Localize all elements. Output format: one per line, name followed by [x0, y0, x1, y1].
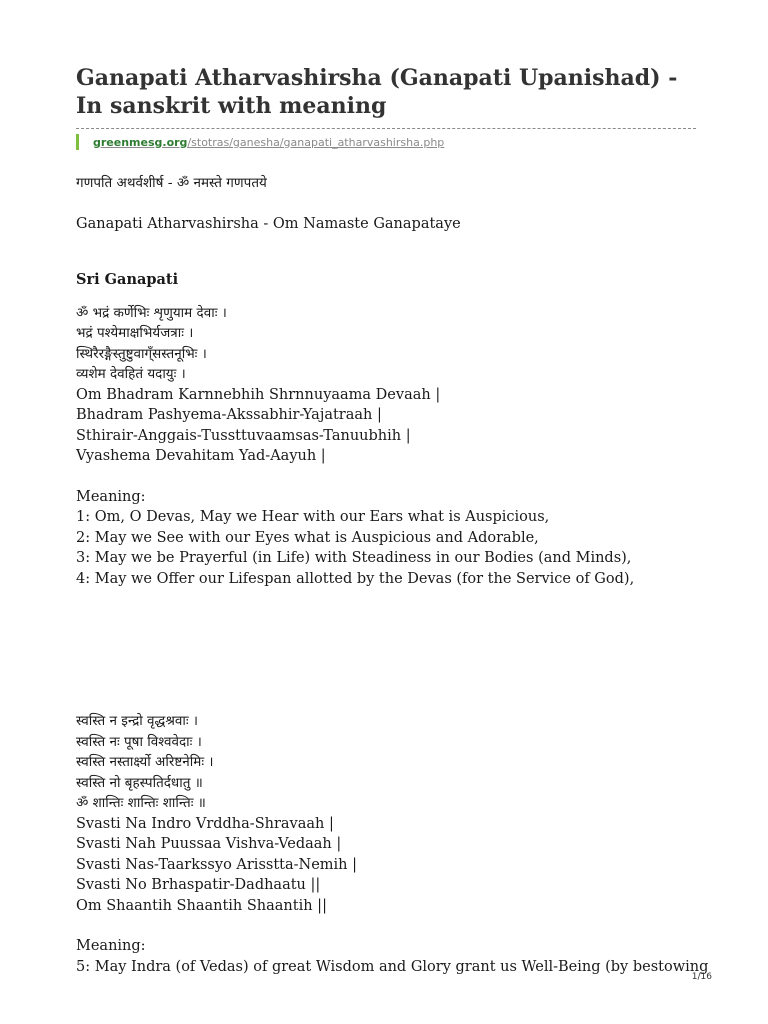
subtitle-english: Ganapati Atharvashirsha - Om Namaste Ganapataye: [76, 215, 461, 232]
page-title: Ganapati Atharvashirsha (Ganapati Upanishad) - In sanskrit with meaning: [76, 65, 678, 119]
subtitle-devanagari: गणपति अथर्वशीर्ष - ॐ नमस्ते गणपतये: [76, 175, 267, 191]
sanskrit-line: स्वस्ति नस्तार्क्ष्यो अरिष्टनेमिः ।: [76, 754, 214, 770]
sanskrit-line: व्यशेम देवहितं यदायुः ।: [76, 366, 186, 382]
sanskrit-line: भद्रं पश्येमाक्षभिर्यजत्राः ।: [76, 325, 194, 341]
transliteration-line: Svasti Nas-Taarkssyo Arisstta-Nemih |: [76, 856, 358, 873]
meaning-line: 3: May we be Prayerful (in Life) with Steadiness in our Bodies (and Minds),: [76, 550, 632, 566]
verse1-sanskrit: [76, 303, 706, 385]
transliteration-line: Svasti Nah Puussaa Vishva-Vedaah |: [76, 836, 342, 852]
verse1-meaning: [76, 487, 706, 590]
source-domain: greenmesg.org: [93, 135, 188, 149]
sanskrit-line: स्वस्ति नो बृहस्पतिर्दधातु ॥: [76, 774, 203, 791]
verse2-sanskrit: [76, 711, 706, 814]
sanskrit-line: ॐ शान्तिः शान्तिः शान्तिः ॥: [76, 795, 206, 811]
meaning-line: 5: May Indra (of Vedas) of great Wisdom and Glory grant us Well-Being (by bestowing: [76, 958, 709, 975]
transliteration-line: Om Bhadram Karnnebhih Shrnnuyaama Devaah |: [76, 386, 441, 403]
meaning-label: Meaning:: [76, 488, 146, 505]
source-link[interactable]: [93, 136, 444, 149]
source-marker: [76, 134, 79, 150]
meaning-line: 2: May we See with our Eyes what is Auspicious and Adorable,: [76, 529, 539, 546]
sanskrit-line: स्वस्ति नः पूषा विश्ववेदाः ।: [76, 733, 202, 750]
meaning-line: 1: Om, O Devas, May we Hear with our Ears what is Auspicious,: [76, 509, 550, 525]
source-link-row: [76, 133, 706, 151]
transliteration-line: Sthirair-Anggais-Tussttuvaamsas-Tanuubhih |: [76, 427, 411, 444]
transliteration-line: Om Shaantih Shaantih Shaantih ||: [76, 897, 327, 914]
section-heading: Sri Ganapati: [76, 271, 179, 288]
page-number: 1/16: [691, 972, 712, 982]
title-divider: [76, 128, 696, 129]
sanskrit-line: स्वस्ति न इन्द्रो वृद्धश्रवाः ।: [76, 713, 199, 729]
document-page: [76, 64, 709, 977]
verse2-meaning: [76, 936, 709, 977]
verse1-transliteration: [76, 385, 706, 467]
meaning-label: Meaning:: [76, 938, 146, 954]
source-path: /stotras/ganesha/ganapati_atharvashirsha.php: [187, 135, 445, 149]
transliteration-line: Bhadram Pashyema-Akssabhir-Yajatraah |: [76, 407, 382, 423]
transliteration-line: Vyashema Devahitam Yad-Aayuh |: [76, 448, 326, 464]
transliteration-line: Svasti No Brhaspatir-Dadhaatu ||: [76, 877, 321, 893]
verse2-transliteration: [76, 814, 706, 917]
meaning-line: 4: May we Offer our Lifespan allotted by the Devas (for the Service of God),: [76, 570, 635, 587]
sanskrit-line: ॐ भद्रं कर्णेभिः शृणुयाम देवाः ।: [76, 304, 227, 321]
transliteration-line: Svasti Na Indro Vrddha-Shravaah |: [76, 815, 334, 832]
sanskrit-line: स्थिरैरङ्गैस्तुष्टुवाग्ँसस्तनूभिः ।: [76, 345, 207, 362]
